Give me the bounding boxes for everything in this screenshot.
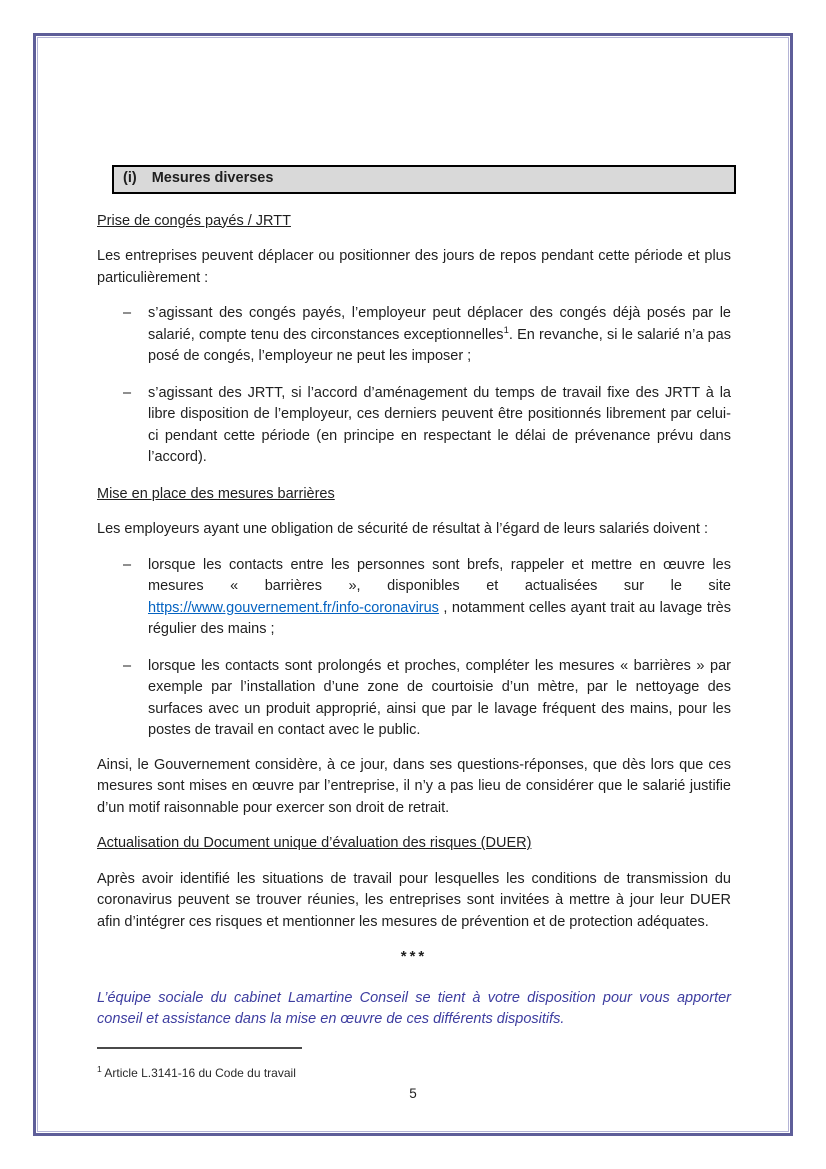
bullet-contacts-prolonges — [97, 656, 731, 742]
bullet-dash-icon: – — [123, 556, 132, 573]
footnote-number: 1 — [97, 1063, 102, 1074]
heading-mesures-barrieres: Mise en place des mesures barrières — [97, 485, 335, 502]
bullet-dash-icon: – — [123, 657, 132, 674]
bullet-contacts-prolonges-text: lorsque les contacts sont prolongés et proches, compléter les mesures « barrières » par exemple par l’installation d’une zone de courtoisie d’un mètre, par le nettoyage des surfaces avec un produit approprié, ainsi que par le lavage fréquent des mains, pour les postes de travail en contact avec le public. — [148, 657, 731, 738]
bullet-text-segment: . En revanche, si le salarié n’a pas posé de congés, l’employeur ne peut les imposer ; — [148, 326, 731, 364]
section-separator: *** — [400, 948, 428, 965]
gouvernement-info-coronavirus-link[interactable]: https://www.gouvernement.fr/info-coronavirus — [148, 599, 439, 616]
footnote-text: Article L.3141-16 du Code du travail — [104, 1065, 296, 1080]
bullet-conges-payes-text — [148, 305, 731, 364]
bullet-jrtt-text: s’agissant des JRTT, si l’accord d’aménagement du temps de travail fixe des JRTT à la libre disposition de l’employeur, ces derniers peuvent être positionnés librement par celui-ci pendant cette période (en principe en respectant le délai de prévenance prévu dans l’accord). — [148, 384, 731, 465]
bullet-jrtt — [97, 383, 731, 469]
bullet-dash-icon: – — [123, 305, 132, 321]
footnote — [97, 1061, 731, 1081]
closing-note: L’équipe sociale du cabinet Lamartine Conseil se tient à votre disposition pour vous apporter conseil et assistance dans la mise en œuvre de ces différents dispositifs. — [97, 989, 731, 1027]
heading-prise-de-conges: Prise de congés payés / JRTT — [97, 212, 291, 229]
section-header-numbering: (i) — [123, 170, 137, 186]
bullet-text-segment: lorsque les contacts entre les personnes sont brefs, rappeler et mettre en œuvre les mesures « barrières », disponibles et actualisées sur le site — [148, 556, 731, 594]
paragraph-droit-de-retrait: Ainsi, le Gouvernement considère, à ce jour, dans ses questions-réponses, que dès lors que ces mesures sont mises en œuvre par l’entreprise, il n’y a pas lieu de considérer que le salarié justifie d’un motif raisonnable pour exercer son droit de retrait. — [97, 756, 731, 816]
bullet-dash-icon: – — [123, 384, 132, 401]
section-header-box — [112, 165, 736, 194]
heading-actualisation-duer: Actualisation du Document unique d’évaluation des risques (DUER) — [97, 835, 532, 851]
paragraph-intro: Les entreprises peuvent déplacer ou positionner des jours de repos pendant cette période et plus particulièrement : — [97, 248, 731, 286]
paragraph-duer: Après avoir identifié les situations de travail pour lesquelles les conditions de transmission du coronavirus peuvent se trouver réunies, les entreprises sont invitées à mettre à jour leur DUER afin d’intégrer ces risques et mentionner les mesures de prévention et de protection adéquates. — [97, 870, 731, 930]
bullet-contacts-brefs — [97, 555, 731, 641]
bullet-text-segment: s’agissant des congés payés, l’employeur peut déplacer des congés déjà posés par le salarié, compte tenu des circonstances exceptionnelles — [148, 305, 731, 343]
section-header-title: Mesures diverses — [151, 170, 274, 186]
bullet-conges-payes — [97, 303, 731, 368]
paragraph-obligation-securite: Les employeurs ayant une obligation de sécurité de résultat à l’égard de leurs salariés doivent : — [97, 521, 708, 537]
footnote-reference-1: 1 — [503, 324, 509, 336]
document-content — [97, 165, 731, 1093]
bullet-contacts-brefs-text — [148, 557, 731, 638]
footnote-separator-line — [97, 1047, 302, 1049]
bullet-text-segment: , notamment celles ayant trait au lavage très régulier des mains ; — [148, 599, 731, 637]
page-number: 5 — [409, 1086, 417, 1101]
